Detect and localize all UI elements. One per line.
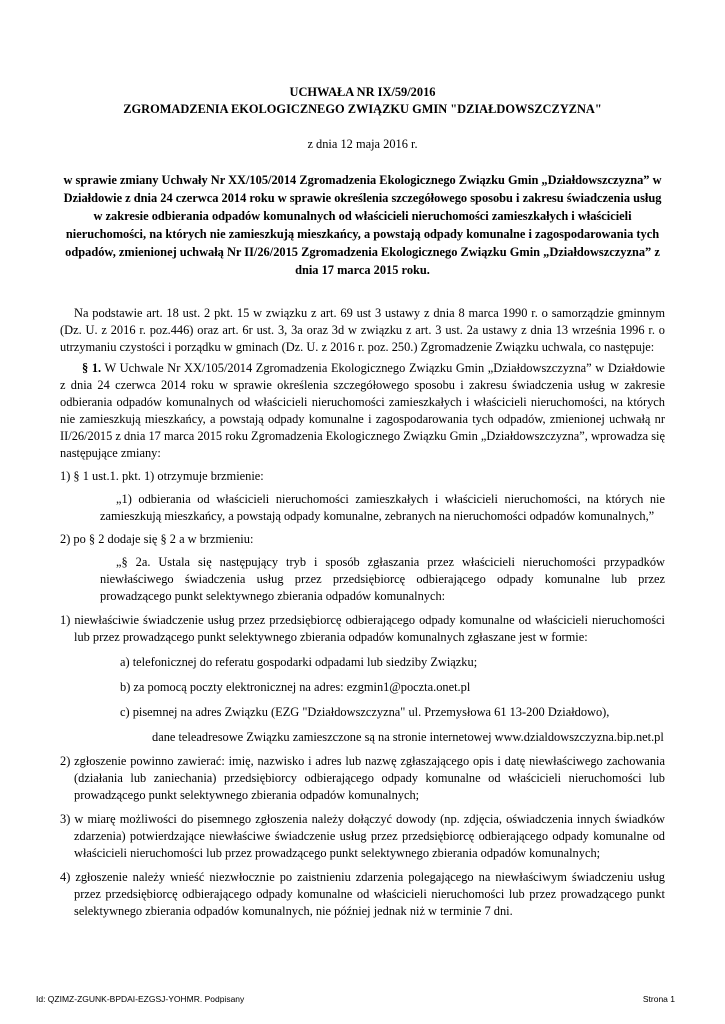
legal-basis: Na podstawie art. 18 ust. 2 pkt. 15 w związku z art. 69 ust 3 ustawy z dnia 8 marca 1990 r. o samorządzie gminnym (Dz. U. z 2016 r. poz.446) oraz art. 6r ust. 3, 3a oraz 3d w związku z art. 3 ust. 2a ustawy z dnia 13 września 1996 r. o utrzymaniu czystości i porządku w gminach (Dz. U. z 2016 r. poz. 250.) Zgromadzenie Związku uchwala, co następuje:: [60, 306, 665, 354]
point-2: 2) zgłoszenie powinno zawierać: imię, nazwisko i adres lub nazwę zgłaszającego opis i datę niewłaściwego zachowania (działania lub zaniechania) przedsiębiorcy odbierającego odpady komunalne od właścicieli nieruchomości lub prowadzącego punkt selektywnego zbierania odpadów komunalnych;: [60, 754, 665, 802]
subpoint-a: a) telefonicznej do referatu gospodarki odpadami lub siedziby Związku;: [120, 655, 478, 669]
document-page: [60, 84, 665, 920]
change-1-head: 1) § 1 ust.1. pkt. 1) otrzymuje brzmienie:: [60, 469, 264, 483]
paragraph-1-text: W Uchwale Nr XX/105/2014 Zgromadzenia Ekologicznego Związku Gmin „Działdowszczyzna” w Działdowie z dnia 24 czerwca 2014 roku w sprawie określenia szczegółowego sposobu i zakresu świadczenia usług w zakresie odbierania odpadów komunalnych od właścicieli nieruchomości zamieszkałych i właścicieli nieruchomości, na których nie zamieszkują mieszkańcy, a powstają odpady komunalne i zagospodarowania tych odpadów, zmienionej uchwałą nr II/26/2015 z dnia 17 marca 2015 roku Zgromadzenia Ekologicznego Związku Gmin „Działdowszczyzna”, wprowadza się następujące zmiany:: [60, 361, 665, 460]
document-id: Id: QZIMZ-ZGUNK-BPDAI-EZGSJ-YOHMR. Podpisany: [36, 994, 245, 1004]
subpoint-b: b) za pomocą poczty elektronicznej na adres: ezgmin1@poczta.onet.pl: [120, 680, 471, 694]
change-2-head: 2) po § 2 dodaje się § 2 a w brzmieniu:: [60, 532, 254, 546]
subpoint-c: c) pisemnej na adres Związku (EZG "Działdowszczyzna" ul. Przemysłowa 61 13-200 Działdowo),: [120, 705, 610, 719]
resolution-date: z dnia 12 maja 2016 r.: [307, 137, 418, 151]
point-4: 4) zgłoszenie należy wnieść niezwłocznie po zaistnieniu zdarzenia polegającego na niewłaściwym świadczeniu usług przez przedsiębiorcę odbierającego odpady komunalne od właścicieli nieruchomości lub przez prowadzącego punkt selektywnego zbierania odpadów komunalnych, nie później jednak niż w terminie 7 dni.: [60, 870, 665, 918]
resolution-number: UCHWAŁA NR IX/59/2016: [289, 85, 436, 99]
issuing-body: ZGROMADZENIA EKOLOGICZNEGO ZWIĄZKU GMIN "DZIAŁDOWSZCZYZNA": [123, 102, 602, 116]
teleaddress-note: dane teleadresowe Związku zamieszczone są na stronie internetowej www.dzialdowszczyzna.bip.net.pl: [152, 730, 664, 744]
point-1: 1) niewłaściwie świadczenie usług przez przedsiębiorcę odbierającego odpady komunalne od właścicieli nieruchomości lub przez prowadzącego punkt selektywnego zbierania odpadów komunalnych zgłaszane jest w formie:: [60, 613, 665, 644]
change-2-quote: „§ 2a. Ustala się następujący tryb i sposób zgłaszania przez właścicieli nieruchomości przypadków niewłaściwego świadczenia usług przez przedsiębiorcę odbierającego odpady komunalne lub przez prowadzącego punkt selektywnego zbierania odpadów komunalnych:: [100, 555, 665, 603]
paragraph-1: [60, 360, 665, 462]
page-number: Strona 1: [642, 994, 675, 1004]
change-1-quote: „1) odbierania od właścicieli nieruchomości zamieszkałych i właścicieli nieruchomości, na których nie zamieszkują mieszkańcy, a powstają odpady komunalne, zebranych na nieruchomości odpadów komunalnych,”: [100, 492, 665, 523]
resolution-subject: w sprawie zmiany Uchwały Nr XX/105/2014 Zgromadzenia Ekologicznego Związku Gmin „Działdowszczyzna” w Działdowie z dnia 24 czerwca 2014 roku w sprawie określenia szczegółowego sposobu i zakresu świadczenia usług w zakresie odbierania odpadów komunalnych od właścicieli nieruchomości zamieszkałych i właścicieli nieruchomości, na których nie zamieszkują mieszkańcy, a powstają odpady komunalne i zagospodarowania tych odpadów, zmienionej uchwałą Nr II/26/2015 Zgromadzenia Ekologicznego Związku Gmin „Działdowszczyzna” z dnia 17 marca 2015 roku.: [63, 173, 662, 277]
paragraph-1-label: § 1.: [82, 361, 102, 375]
point-3: 3) w miarę możliwości do pisemnego zgłoszenia należy dołączyć dowody (np. zdjęcia, oświadczenia innych świadków zdarzenia) potwierdzające niewłaściwe świadczenie usług przez przedsiębiorcę odbierającego odpady komunalne od właścicieli nieruchomości lub przez prowadzącego punkt selektywnego zbierania odpadów komunalnych;: [60, 812, 665, 860]
